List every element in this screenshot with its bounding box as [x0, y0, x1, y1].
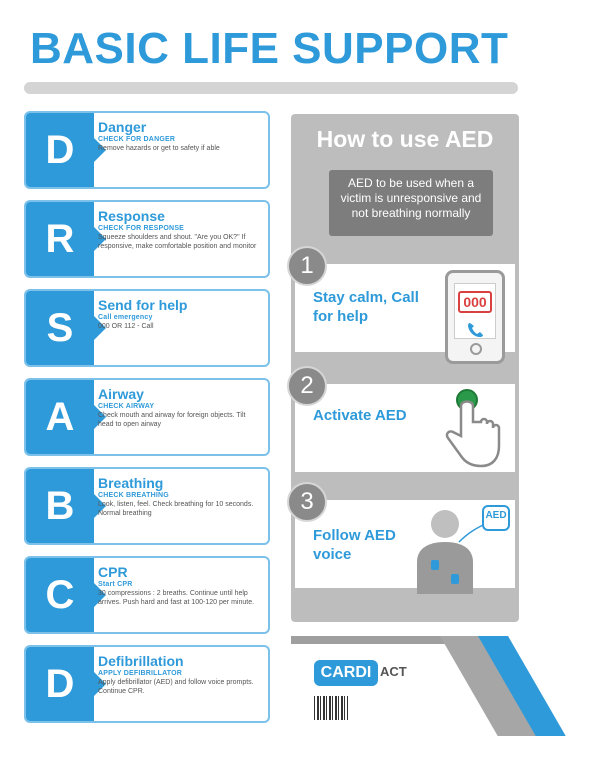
- hand-press-icon: [431, 386, 511, 472]
- step-name: Send for help: [98, 297, 188, 313]
- step-sub: Call emergency: [98, 314, 153, 321]
- step-detail: Squeeze shoulders and shout. "Are you OK?" If responsive, make comfortable position and monitor: [98, 234, 257, 250]
- step-letter: C: [45, 572, 75, 617]
- step-name: Breathing: [98, 475, 164, 491]
- step-detail: Apply defibrillator (AED) and follow voice prompts. Continue CPR.: [98, 679, 254, 695]
- step-breathing: [24, 467, 270, 545]
- step-sub: Start CPR: [98, 581, 133, 588]
- step-sub: APPLY DEFIBRILLATOR: [98, 670, 183, 677]
- step-number: 1: [287, 246, 327, 286]
- call-icon: [466, 321, 486, 339]
- brand-logo: CARDI: [314, 660, 378, 686]
- step-cpr: [24, 556, 270, 634]
- page-title: BASIC LIFE SUPPORT: [30, 24, 509, 73]
- step-send-for-help: [24, 289, 270, 367]
- step-name: Danger: [98, 119, 147, 135]
- aed-step-2: [295, 372, 515, 472]
- title-divider: [24, 82, 518, 94]
- step-name: Airway: [98, 386, 144, 402]
- step-letter: D: [45, 661, 75, 706]
- aed-step-label: Stay calm, Call for help: [313, 289, 419, 325]
- barcode: [314, 696, 348, 720]
- step-name: CPR: [98, 564, 128, 580]
- step-defibrillation: [24, 645, 270, 723]
- step-letter: D: [45, 127, 75, 172]
- aed-device-label: AED: [485, 510, 507, 521]
- step-sub: CHECK BREATHING: [98, 492, 169, 499]
- step-name: Response: [98, 208, 165, 224]
- step-airway: [24, 378, 270, 456]
- aed-step-3: [295, 488, 515, 588]
- step-detail: 30 compressions : 2 breaths. Continue until help arrives. Push hard and fast at 100-120 per minute.: [98, 590, 255, 606]
- step-letter: A: [45, 394, 75, 439]
- step-detail: 000 OR 112 - Call: [98, 323, 154, 330]
- step-detail: Remove hazards or get to safety if able: [98, 145, 220, 152]
- step-letter: B: [45, 483, 75, 528]
- aed-step-label: Follow AED voice: [313, 527, 396, 563]
- step-name: Defibrillation: [98, 653, 184, 669]
- aed-step-label: Activate AED: [313, 407, 407, 424]
- step-detail: Check mouth and airway for foreign objects. Tilt head to open airway: [98, 412, 246, 428]
- footer-divider: [291, 636, 461, 644]
- step-number: 3: [287, 482, 327, 522]
- step-number: 2: [287, 366, 327, 406]
- step-sub: CHECK AIRWAY: [98, 403, 155, 410]
- step-response: [24, 200, 270, 278]
- step-sub: CHECK FOR RESPONSE: [98, 225, 185, 232]
- aed-title: How to use AED: [316, 126, 494, 152]
- emergency-number: 000: [458, 291, 492, 313]
- aed-panel: [291, 114, 519, 622]
- step-letter: R: [45, 216, 75, 261]
- step-sub: CHECK FOR DANGER: [98, 136, 176, 143]
- brand-logo-suffix: ACT: [380, 664, 407, 679]
- aed-note: AED to be used when a victim is unresponsive and not breathing normally: [329, 170, 493, 236]
- step-danger: [24, 111, 270, 189]
- phone-icon: [445, 270, 505, 364]
- step-letter: S: [46, 305, 74, 350]
- step-detail: Look, listen, feel. Check breathing for 10 seconds. Normal breathing: [98, 501, 254, 517]
- aed-step-1: [295, 252, 515, 352]
